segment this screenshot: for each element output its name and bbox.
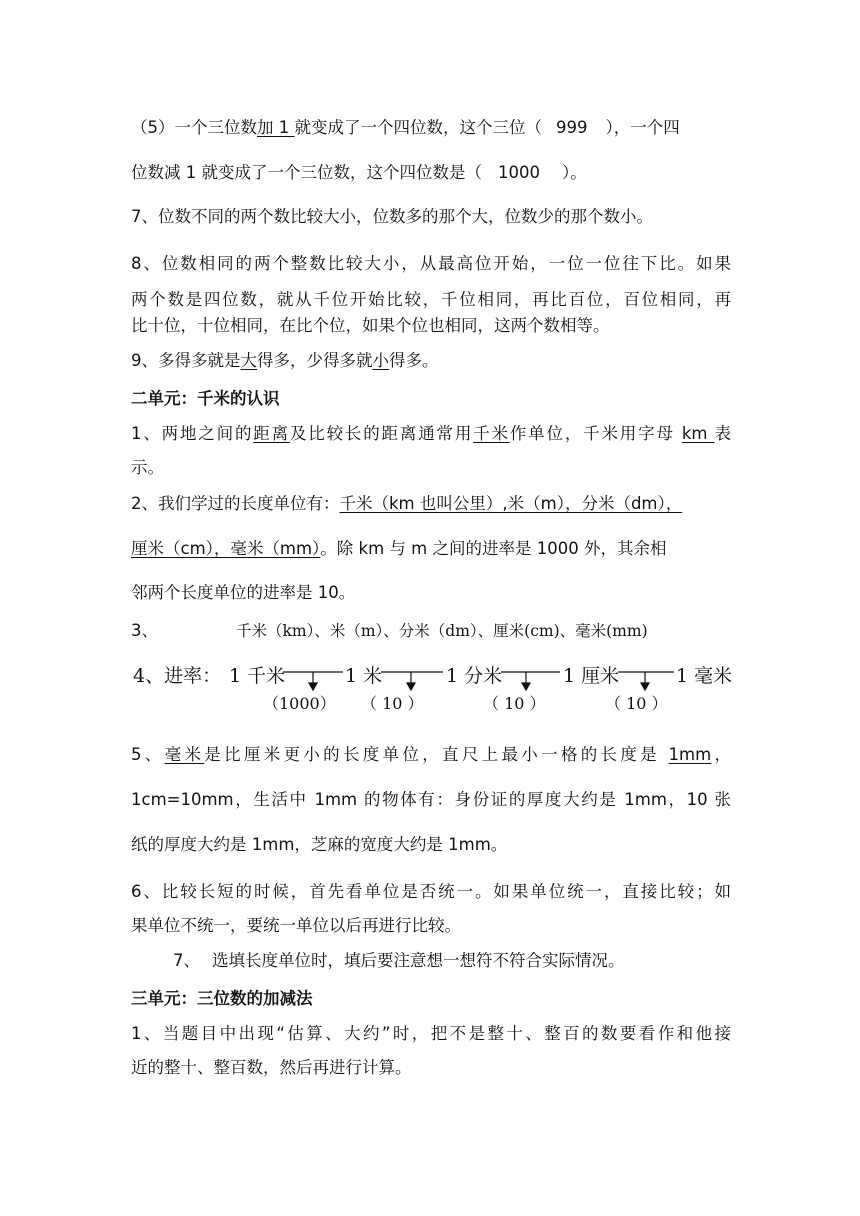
unit2-p2-units-1: 千米（km 也叫公里）,米（m），分米（dm）， (339, 494, 683, 513)
unit3-p1-line2: 近的整十、整百数，然后再进行计算。 (131, 1058, 412, 1077)
para5-text-e: ）。 (562, 163, 587, 182)
para5-text-b: 就变成了一个四位数，这个三位（ (294, 118, 542, 137)
para5-underlined: 加 1 (257, 118, 295, 137)
rate-unit-dm: 1 分米 (446, 665, 503, 687)
item-9-a: 9、多得多就是 (131, 351, 241, 370)
unit2-p1-d: 表 (714, 424, 732, 443)
unit2-p2-a: 2、我们学过的长度单位有： (131, 494, 340, 513)
unit2-p5-1mm: 1mm (668, 745, 712, 764)
unit2-p6-line2: 果单位不统一，要统一单位以后再进行比较。 (131, 916, 461, 935)
rate-unit-mm: 1 毫米 (676, 665, 733, 687)
unit2-p6-line1: 6、比较长短的时候，首先看单位是否统一。如果单位统一，直接比较；如 (131, 882, 731, 901)
unit2-p5-mm: 毫米 (164, 745, 205, 764)
unit2-p2-line2 (131, 539, 731, 559)
unit2-p3-num: 3、 (131, 621, 158, 640)
unit2-p3-units: 千米（km）、米（m）、分米（dm）、厘米(cm)、毫米(mm) (236, 622, 648, 640)
unit2-p2-line1 (131, 494, 731, 514)
item-9-b: 得多，少得多就 (257, 351, 373, 370)
unit2-p5-line2: 1cm=10mm，生活中 1mm 的物体有：身份证的厚度大约是 1mm，10 张 (131, 790, 731, 809)
unit2-p5-line3: 纸的厚度大约是 1mm，芝麻的宽度大约是 1mm。 (131, 835, 508, 854)
rate-value-1000: （1000） (263, 694, 336, 713)
rate-prefix: 4、进率： (133, 665, 222, 687)
item-7: 7、位数不同的两个数比较大小，位数多的那个大，位数少的那个数小。 (131, 207, 653, 226)
unit2-p3 (131, 621, 731, 641)
rate-value-10-a: （ 10 ） (361, 694, 424, 713)
unit2-p5-b: 是比厘米更小的长度单位，直尺上最小一格的长度是 (204, 745, 669, 764)
rate-unit-km: 1 千米 (229, 665, 286, 687)
unit2-p1-km: 千米 (473, 424, 510, 443)
item-8-line2: 两个数是四位数，就从千位开始比较，千位相同，再比百位，百位相同，再 (131, 290, 731, 309)
rate-value-10-c: （ 10 ） (605, 694, 668, 713)
answer-1000: 1000 (498, 163, 540, 182)
item-8-line1: 8、位数相同的两个整数比较大小，从最高位开始，一位一位往下比。如果 (131, 254, 731, 273)
unit2-p7 (173, 951, 773, 971)
para5-text-c: ），一个四 (605, 118, 680, 137)
unit2-p1-line1 (131, 424, 731, 444)
unit2-p1-a: 1、两地之间的 (131, 424, 254, 443)
para5-line1 (131, 118, 731, 138)
item-8-line3: 比十位，十位相同，在比个位，如果个位也相同，这两个数相等。 (131, 316, 610, 335)
answer-999: 999 (556, 118, 588, 137)
unit2-p5-line1 (131, 745, 731, 765)
unit2-p7-text: 选填长度单位时，填后要注意想一想符不符合实际情况。 (212, 951, 625, 970)
unit3-p1-line1: 1、当题目中出现“估算、大约”时，把不是整十、整百的数要看作和他接 (131, 1024, 731, 1043)
rate-unit-cm: 1 厘米 (563, 665, 620, 687)
unit2-p2-units-2: 厘米（cm），毫米（mm） (131, 539, 321, 558)
rate-diagram (133, 655, 733, 715)
unit3-heading: 三单元：三位数的加减法 (131, 989, 313, 1008)
rate-value-10-b: （ 10 ） (483, 694, 546, 713)
unit2-p7-num: 7、 (173, 951, 200, 970)
unit2-p5-c: ， (711, 745, 732, 764)
unit2-p1-distance: 距离 (253, 424, 290, 443)
para5-text-a: （5）一个三位数 (131, 118, 257, 137)
para5-line2 (131, 163, 731, 183)
unit2-p2-b: 。除 km 与 m 之间的进率是 1000 外，其余相 (320, 539, 667, 558)
item-9-c: 得多。 (389, 351, 439, 370)
unit2-p1-b: 及比较长的距离通常用 (289, 424, 474, 443)
unit2-p5-a: 5、 (131, 745, 165, 764)
unit2-heading: 二单元：千米的认识 (131, 389, 280, 408)
rate-unit-m: 1 米 (345, 665, 383, 687)
unit2-p1-km-letter: km (681, 424, 715, 443)
item-9 (131, 351, 731, 371)
para5-text-d: 位数减 1 就变成了一个三位数，这个四位数是（ (131, 163, 482, 182)
unit2-p1-c: 作单位，千米用字母 (509, 424, 682, 443)
item-9-small: 小 (372, 351, 389, 370)
unit2-p2-line3: 邻两个长度单位的进率是 10。 (131, 583, 356, 602)
unit2-p1-line2: 示。 (131, 458, 164, 477)
item-9-big: 大 (240, 351, 257, 370)
